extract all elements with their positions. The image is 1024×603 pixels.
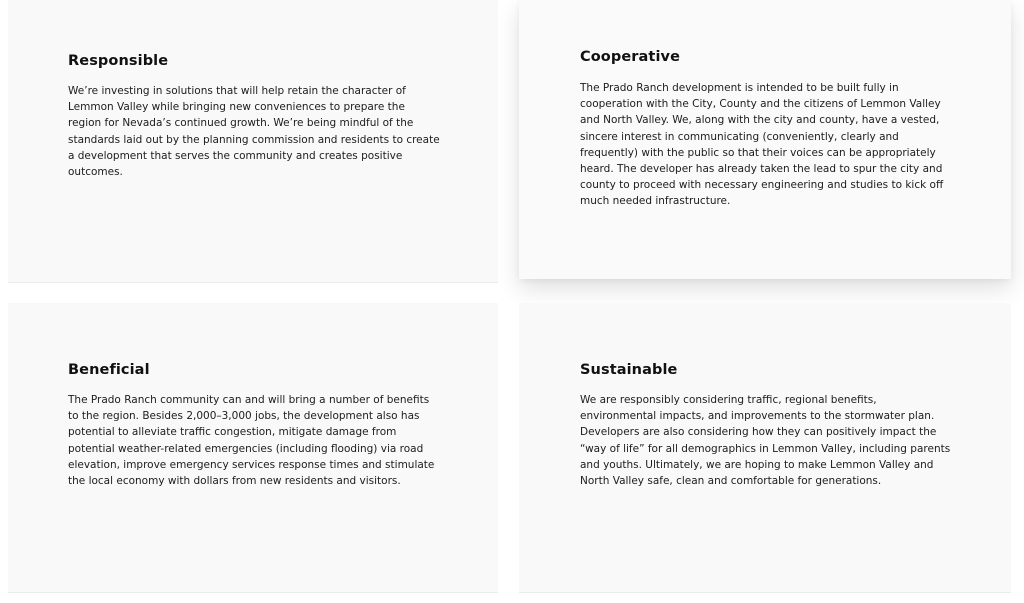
card-title: Sustainable: [580, 362, 678, 378]
card-beneficial: [8, 303, 498, 593]
card-title: Responsible: [68, 53, 169, 69]
card-title: Cooperative: [580, 49, 681, 65]
card-body: The Prado Ranch community can and will bring a number of benefits to the region. Besides 2,000–3,000 jobs, the development also has potential to alleviate traffic congestion, mitigate damage from potential weather-related emergencies (including flooding) via road elevation, improve emergency services response times and stimulate the local economy with dollars from new residents and visitors.: [68, 394, 435, 488]
card-cooperative: [519, 0, 1011, 279]
card-title: Beneficial: [68, 362, 150, 378]
card-body: We’re investing in solutions that will help retain the character of Lemmon Valley while bringing new conveniences to prepare the region for Nevada’s continued growth. We’re being mindful of the standards laid out by the planning commission and residents to create a development that serves the community and creates positive outcomes.: [68, 85, 440, 179]
card-body: We are responsibly considering traffic, regional benefits, environmental impacts, and improvements to the stormwater plan. Developers are also considering how they can positively impact the “way of life” for all demographics in Lemmon Valley, including parents and youths. Ultimately, we are hoping to make Lemmon Valley and North Valley safe, clean and comfortable for generations.: [580, 394, 951, 488]
card-sustainable: [519, 303, 1011, 593]
card-responsible: [8, 0, 498, 283]
card-body: The Prado Ranch development is intended to be built fully in cooperation with the City, County and the citizens of Lemmon Valley and North Valley. We, along with the city and county, have a vested, sincere interest in communicating (conveniently, clearly and frequently) with the public so that their voices can be appropriately heard. The developer has already taken the lead to spur the city and county to proceed with necessary engineering and studies to kick off much needed infrastructure.: [580, 82, 944, 208]
